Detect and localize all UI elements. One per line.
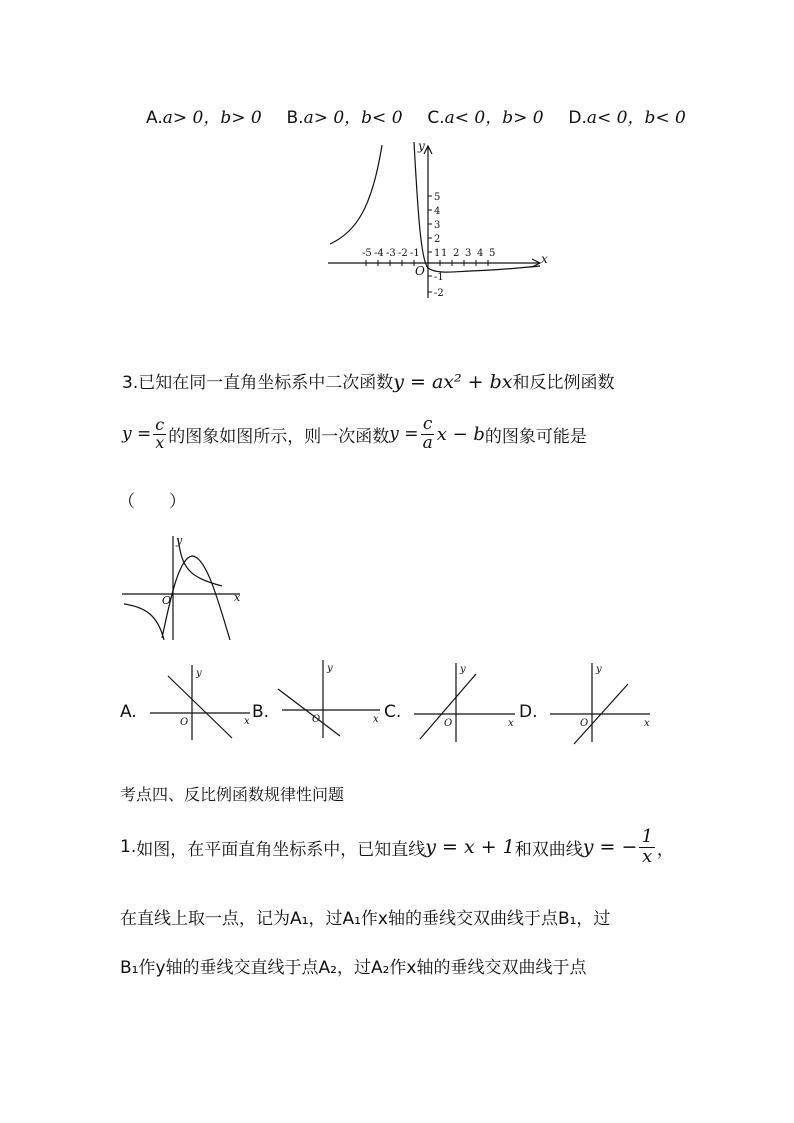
q3-and-text: 和反比例函数 bbox=[512, 373, 615, 393]
x-tick-label: 4 bbox=[477, 248, 484, 259]
s4-q1-intro: 如图，在平面直角坐标系中，已知直线 bbox=[136, 839, 426, 860]
prev-question-graph bbox=[326, 138, 552, 300]
s4-and-text: 和双曲线 bbox=[514, 839, 583, 860]
x-tick-label: 3 bbox=[465, 248, 472, 259]
y-axis-label: y bbox=[196, 668, 202, 679]
choice-a-letter: A. bbox=[120, 702, 137, 722]
x-axis-label: x bbox=[244, 716, 250, 727]
y-axis-label: y bbox=[418, 139, 425, 153]
choice-b-graph bbox=[272, 655, 384, 741]
x-tick-label: -5 bbox=[362, 248, 372, 259]
y-axis-label: y bbox=[596, 664, 602, 675]
y-tick-label: 2 bbox=[434, 234, 441, 245]
q3-number: 3. bbox=[122, 373, 139, 393]
y-tick-label: 5 bbox=[434, 192, 441, 203]
y-tick-label: 4 bbox=[434, 206, 441, 217]
linear-graph-line bbox=[168, 676, 232, 738]
linear-graph-line bbox=[420, 674, 476, 739]
s4-q1-line2: 在直线上取一点，记为A₁，过A₁作x轴的垂线交双曲线于点B₁，过 bbox=[120, 909, 611, 929]
q3-middle-text: 的图象如图所示，则一次函数 bbox=[168, 426, 390, 447]
y-axis-label: y bbox=[460, 664, 466, 675]
linear-fn-fraction bbox=[421, 416, 435, 453]
q3-intro: 已知在同一直角坐标系中二次函数 bbox=[138, 373, 394, 393]
origin-label: O bbox=[415, 264, 425, 278]
s4-q1-number: 1. bbox=[120, 837, 137, 858]
x-axis-label: x bbox=[234, 591, 241, 604]
x-axis-label: x bbox=[373, 714, 379, 725]
s4-q1-line1 bbox=[120, 828, 674, 867]
y-axis-label: y bbox=[176, 534, 183, 547]
fraction-numerator: 1 bbox=[641, 826, 653, 847]
hyperbola-fraction bbox=[639, 828, 654, 867]
hyperbola-right-branch bbox=[178, 538, 222, 586]
q3-end-text: 的图象可能是 bbox=[484, 426, 587, 447]
linear-fn-lhs: y = bbox=[389, 424, 419, 445]
x-tick-label: 1 bbox=[441, 248, 448, 259]
option-c-text: a< 0，b> 0 bbox=[444, 108, 544, 128]
section-heading: 考点四、反比例函数规律性问题 bbox=[120, 785, 345, 804]
prev-options-row bbox=[146, 103, 686, 128]
origin-label: O bbox=[580, 718, 589, 729]
origin-label: O bbox=[444, 718, 453, 729]
x-axis-label: x bbox=[541, 252, 548, 266]
parabola-curve bbox=[162, 556, 230, 640]
q3-line2 bbox=[122, 416, 587, 453]
x-tick-label: 2 bbox=[453, 248, 460, 259]
y-tick-label: -1 bbox=[434, 272, 444, 283]
fraction-numerator: c bbox=[422, 414, 433, 434]
quadratic-function: y = ax² + bx bbox=[393, 371, 513, 393]
q3-line1 bbox=[122, 368, 615, 393]
choice-a-graph bbox=[145, 660, 255, 744]
fraction-denominator: x bbox=[642, 845, 653, 867]
x-tick-label: -2 bbox=[398, 248, 408, 259]
choice-c-graph bbox=[408, 658, 520, 744]
inverse-fn-fraction bbox=[153, 417, 166, 452]
q3-main-graph bbox=[120, 530, 250, 645]
option-c-letter: C. bbox=[427, 108, 445, 128]
choice-d-graph bbox=[545, 658, 657, 746]
x-tick-label: -1 bbox=[410, 248, 420, 259]
option-d-letter: D. bbox=[568, 108, 587, 128]
option-a-letter: A. bbox=[146, 108, 163, 128]
option-b-text: a> 0，b< 0 bbox=[303, 108, 403, 128]
choice-c-letter: C. bbox=[384, 702, 402, 722]
fraction-denominator: a bbox=[422, 432, 433, 453]
origin-label: O bbox=[180, 717, 189, 728]
y-tick-label: 1 bbox=[434, 248, 441, 259]
y-tick-label: 3 bbox=[434, 220, 441, 231]
fraction-numerator: c bbox=[155, 415, 165, 435]
hyperbola-lhs: y = − bbox=[582, 836, 638, 859]
q3-answer-blank: （ ） bbox=[118, 492, 186, 512]
x-axis-label: x bbox=[644, 718, 650, 729]
fraction-denominator: x bbox=[155, 432, 165, 452]
y-axis-label: y bbox=[327, 663, 333, 674]
s4-comma: ， bbox=[656, 839, 674, 860]
s4-q1-line3: B₁作y轴的垂线交直线于点A₂，过A₂作x轴的垂线交双曲线于点 bbox=[120, 958, 587, 978]
linear-graph-line bbox=[278, 689, 340, 736]
x-tick-label: -3 bbox=[386, 248, 396, 259]
x-tick-label: 5 bbox=[489, 248, 496, 259]
origin-label: O bbox=[162, 594, 172, 607]
choice-b-letter: B. bbox=[252, 702, 270, 722]
choice-d-letter: D. bbox=[519, 702, 538, 722]
x-axis-label: x bbox=[508, 718, 514, 729]
line-function: y = x + 1 bbox=[425, 836, 515, 859]
x-tick-label: -4 bbox=[374, 248, 384, 259]
y-tick-label: -2 bbox=[434, 288, 444, 299]
inverse-fn-lhs: y = bbox=[122, 424, 152, 445]
option-b-letter: B. bbox=[286, 108, 304, 128]
linear-fn-tail: x − b bbox=[436, 423, 485, 445]
option-a-text: a> 0，b> 0 bbox=[162, 108, 262, 128]
left-branch-curve bbox=[330, 145, 382, 244]
option-d-text: a< 0，b< 0 bbox=[586, 108, 686, 128]
origin-label: O bbox=[312, 714, 321, 725]
hyperbola-left-branch bbox=[124, 604, 164, 640]
